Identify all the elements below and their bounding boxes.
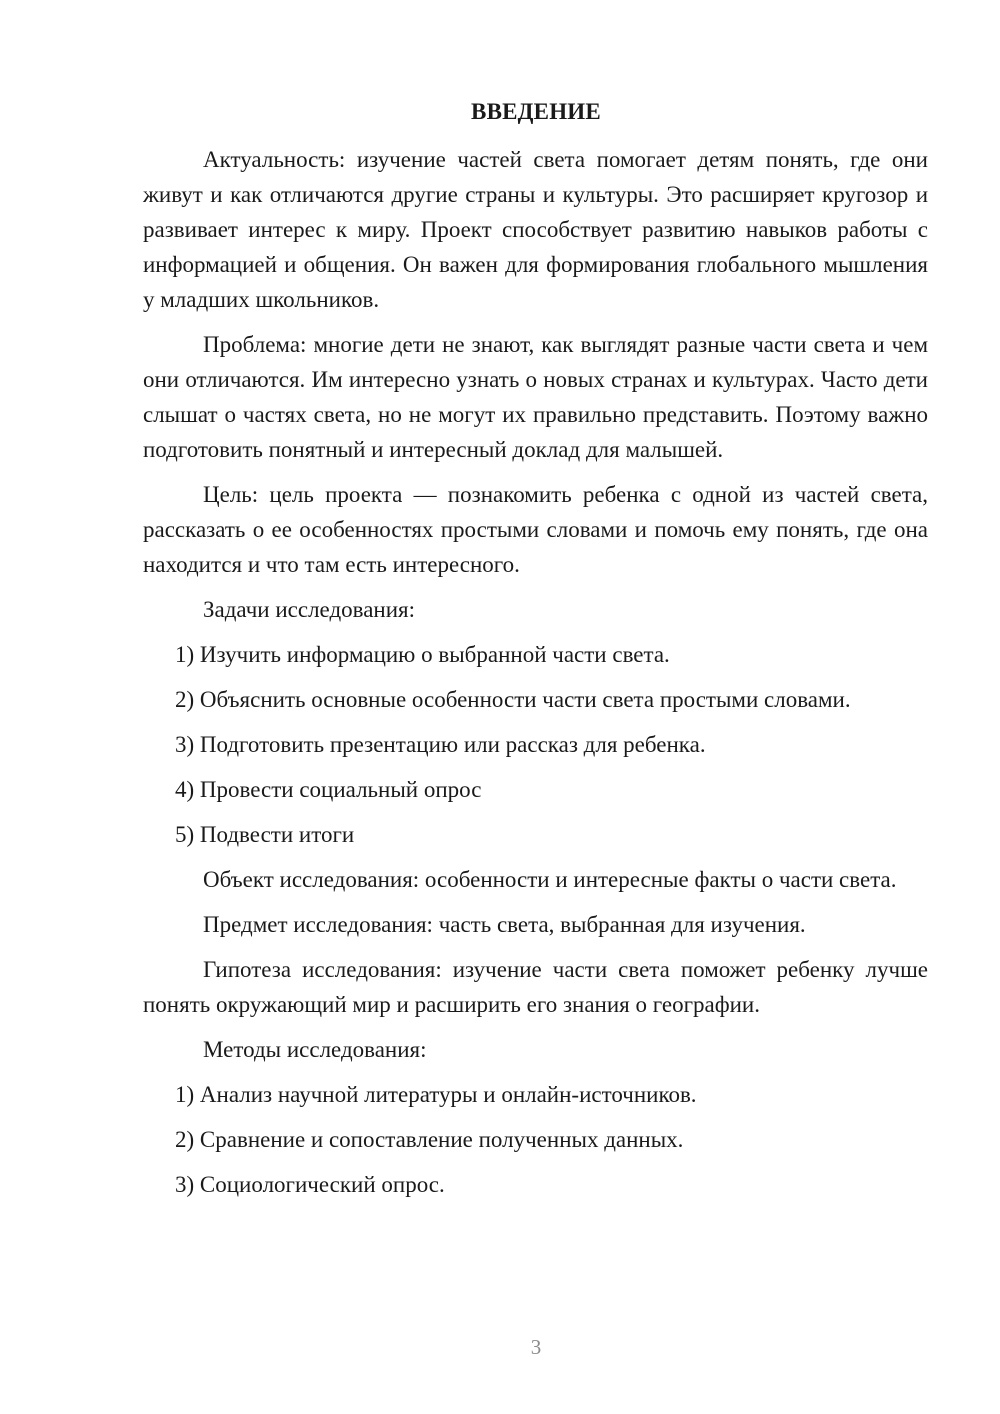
page-number: 3 [530,1335,542,1359]
list-item: 1) Изучить информацию о выбранной части света. [175,642,670,667]
paragraph-hypothesis: Гипотеза исследования: изучение части света поможет ребенку лучше понять окружающий мир и расширить его знания о географии. [143,957,928,1017]
paragraph-relevance: Актуальность: изучение частей света помогает детям понять, где они живут и как отличаются другие страны и культуры. Это расширяет кругозор и развивает интерес к миру. Проект способствует развитию навыков работы с информацией и общения. Он важен для формирования глобального мышления у младших школьников. [143,147,928,312]
list-item: 1) Анализ научной литературы и онлайн-источников. [175,1082,697,1107]
methods-list [143,1077,928,1202]
paragraph-goal: Цель: цель проекта — познакомить ребенка с одной из частей света, рассказать о ее особенностях простыми словами и помочь ему понять, где она находится и что там есть интересного. [143,482,928,577]
list-item: 3) Социологический опрос. [175,1172,445,1197]
methods-title: Методы исследования: [203,1037,427,1062]
list-item: 5) Подвести итоги [175,822,355,847]
page-title: ВВЕДЕНИЕ [471,99,601,124]
list-item: 3) Подготовить презентацию или рассказ для ребенка. [175,732,706,757]
paragraph-problem: Проблема: многие дети не знают, как выглядят разные части света и чем они отличаются. Им интересно узнать о новых странах и культурах. Часто дети слышат о частях света, но не могут их правильно представить. Поэтому важно подготовить понятный и интересный доклад для малышей. [143,332,928,462]
list-item: 2) Объяснить основные особенности части света простыми словами. [175,687,851,712]
tasks-list [143,637,928,852]
document-body [143,142,928,1212]
list-item: 4) Провести социальный опрос [175,777,482,802]
paragraph-subject: Предмет исследования: часть света, выбранная для изучения. [203,912,806,937]
paragraph-object: Объект исследования: особенности и интересные факты о части света. [203,867,897,892]
list-item: 2) Сравнение и сопоставление полученных данных. [175,1127,684,1152]
tasks-title: Задачи исследования: [203,597,416,622]
